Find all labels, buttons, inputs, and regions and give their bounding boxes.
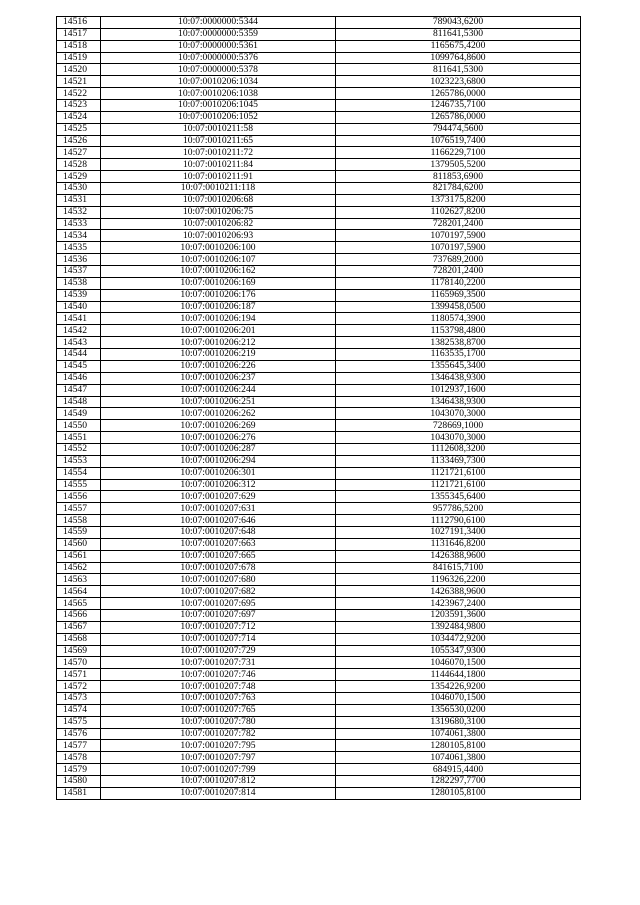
row-number-cell: 14561 — [57, 550, 101, 562]
cadastral-number-cell: 10:07:0000000:5361 — [101, 40, 336, 52]
cadastral-value-cell: 728201,2400 — [336, 218, 581, 230]
cadastral-value-cell: 1246735,7100 — [336, 100, 581, 112]
table-row — [57, 621, 581, 633]
cadastral-value-cell: 1012937,1600 — [336, 384, 581, 396]
table-row — [57, 526, 581, 538]
row-number-cell: 14544 — [57, 349, 101, 361]
table-row — [57, 254, 581, 266]
cadastral-number-cell: 10:07:0010207:795 — [101, 740, 336, 752]
cadastral-number-cell: 10:07:0010206:287 — [101, 443, 336, 455]
row-number-cell: 14543 — [57, 337, 101, 349]
row-number-cell: 14529 — [57, 171, 101, 183]
cadastral-number-cell: 10:07:0010206:276 — [101, 432, 336, 444]
cadastral-value-cell: 1034472,9200 — [336, 633, 581, 645]
row-number-cell: 14565 — [57, 598, 101, 610]
table-row — [57, 467, 581, 479]
row-number-cell: 14550 — [57, 420, 101, 432]
row-number-cell: 14527 — [57, 147, 101, 159]
row-number-cell: 14526 — [57, 135, 101, 147]
row-number-cell: 14546 — [57, 372, 101, 384]
row-number-cell: 14570 — [57, 657, 101, 669]
cadastral-number-cell: 10:07:0010207:731 — [101, 657, 336, 669]
table-row — [57, 645, 581, 657]
cadastral-number-cell: 10:07:0010207:648 — [101, 526, 336, 538]
row-number-cell: 14552 — [57, 443, 101, 455]
cadastral-number-cell: 10:07:0010211:91 — [101, 171, 336, 183]
cadastral-number-cell: 10:07:0010207:665 — [101, 550, 336, 562]
cadastral-value-cell: 1070197,5900 — [336, 242, 581, 254]
cadastral-value-cell: 1099764,8600 — [336, 52, 581, 64]
cadastral-value-cell: 1166229,7100 — [336, 147, 581, 159]
cadastral-value-cell: 794474,5600 — [336, 123, 581, 135]
table-row — [57, 455, 581, 467]
cadastral-number-cell: 10:07:0010206:201 — [101, 325, 336, 337]
cadastral-value-cell: 1178140,2200 — [336, 277, 581, 289]
cadastral-number-cell: 10:07:0010207:729 — [101, 645, 336, 657]
row-number-cell: 14542 — [57, 325, 101, 337]
cadastral-number-cell: 10:07:0010206:251 — [101, 396, 336, 408]
cadastral-number-cell: 10:07:0010206:169 — [101, 277, 336, 289]
cadastral-value-cell: 1133469,7300 — [336, 455, 581, 467]
table-row — [57, 349, 581, 361]
cadastral-value-cell: 1346438,9300 — [336, 396, 581, 408]
table-row — [57, 277, 581, 289]
table-row — [57, 289, 581, 301]
cadastral-value-cell: 1354226,9200 — [336, 681, 581, 693]
row-number-cell: 14553 — [57, 455, 101, 467]
table-row — [57, 76, 581, 88]
row-number-cell: 14581 — [57, 787, 101, 799]
cadastral-value-cell: 1023223,6800 — [336, 76, 581, 88]
row-number-cell: 14579 — [57, 764, 101, 776]
table-row — [57, 704, 581, 716]
cadastral-number-cell: 10:07:0010211:72 — [101, 147, 336, 159]
cadastral-value-cell: 1282297,7700 — [336, 776, 581, 788]
cadastral-number-cell: 10:07:0010207:799 — [101, 764, 336, 776]
row-number-cell: 14558 — [57, 515, 101, 527]
row-number-cell: 14547 — [57, 384, 101, 396]
table-row — [57, 384, 581, 396]
row-number-cell: 14569 — [57, 645, 101, 657]
row-number-cell: 14538 — [57, 277, 101, 289]
table-row — [57, 159, 581, 171]
row-number-cell: 14566 — [57, 609, 101, 621]
table-row — [57, 147, 581, 159]
cadastral-number-cell: 10:07:0010207:765 — [101, 704, 336, 716]
table-row — [57, 360, 581, 372]
cadastral-value-cell: 1319680,3100 — [336, 716, 581, 728]
table-row — [57, 776, 581, 788]
table-row — [57, 562, 581, 574]
cadastral-value-cell: 1043070,3000 — [336, 432, 581, 444]
table-row — [57, 408, 581, 420]
table-row — [57, 40, 581, 52]
cadastral-value-cell: 1131646,8200 — [336, 538, 581, 550]
cadastral-value-cell: 1074061,3800 — [336, 728, 581, 740]
row-number-cell: 14548 — [57, 396, 101, 408]
row-number-cell: 14518 — [57, 40, 101, 52]
table-row — [57, 787, 581, 799]
cadastral-value-cell: 789043,6200 — [336, 17, 581, 29]
row-number-cell: 14560 — [57, 538, 101, 550]
cadastral-value-cell: 1346438,9300 — [336, 372, 581, 384]
table-row — [57, 764, 581, 776]
table-row — [57, 550, 581, 562]
row-number-cell: 14557 — [57, 503, 101, 515]
cadastral-value-cell: 1165675,4200 — [336, 40, 581, 52]
row-number-cell: 14555 — [57, 479, 101, 491]
row-number-cell: 14533 — [57, 218, 101, 230]
table-row — [57, 432, 581, 444]
cadastral-value-cell: 1355645,3400 — [336, 360, 581, 372]
cadastral-number-cell: 10:07:0010206:1034 — [101, 76, 336, 88]
table-row — [57, 337, 581, 349]
cadastral-value-cell: 1074061,3800 — [336, 752, 581, 764]
table-row — [57, 52, 581, 64]
row-number-cell: 14567 — [57, 621, 101, 633]
table-row — [57, 479, 581, 491]
cadastral-value-cell: 811641,5300 — [336, 28, 581, 40]
cadastral-number-cell: 10:07:0010206:312 — [101, 479, 336, 491]
cadastral-number-cell: 10:07:0010211:118 — [101, 183, 336, 195]
row-number-cell: 14577 — [57, 740, 101, 752]
cadastral-value-cell: 1163535,1700 — [336, 349, 581, 361]
cadastral-number-cell: 10:07:0010207:646 — [101, 515, 336, 527]
cadastral-value-cell: 1046070,1500 — [336, 692, 581, 704]
table-row — [57, 420, 581, 432]
cadastral-value-cell: 811853,6900 — [336, 171, 581, 183]
row-number-cell: 14559 — [57, 526, 101, 538]
cadastral-value-cell: 1392484,9800 — [336, 621, 581, 633]
cadastral-value-cell: 1265786,0000 — [336, 88, 581, 100]
row-number-cell: 14580 — [57, 776, 101, 788]
cadastral-value-cell: 1112608,3200 — [336, 443, 581, 455]
cadastral-value-cell: 1165969,3500 — [336, 289, 581, 301]
row-number-cell: 14572 — [57, 681, 101, 693]
row-number-cell: 14549 — [57, 408, 101, 420]
row-number-cell: 14564 — [57, 586, 101, 598]
cadastral-number-cell: 10:07:0000000:5344 — [101, 17, 336, 29]
table-row — [57, 740, 581, 752]
row-number-cell: 14562 — [57, 562, 101, 574]
table-row — [57, 574, 581, 586]
table-row — [57, 28, 581, 40]
table-row — [57, 728, 581, 740]
cadastral-value-cell: 1076519,7400 — [336, 135, 581, 147]
table-row — [57, 301, 581, 313]
cadastral-value-cell: 821784,6200 — [336, 183, 581, 195]
table-row — [57, 266, 581, 278]
row-number-cell: 14532 — [57, 206, 101, 218]
row-number-cell: 14545 — [57, 360, 101, 372]
table-row — [57, 17, 581, 29]
cadastral-value-cell: 1153798,4800 — [336, 325, 581, 337]
row-number-cell: 14554 — [57, 467, 101, 479]
cadastral-number-cell: 10:07:0010211:84 — [101, 159, 336, 171]
table-row — [57, 123, 581, 135]
cadastral-number-cell: 10:07:0010206:194 — [101, 313, 336, 325]
cadastral-number-cell: 10:07:0010207:680 — [101, 574, 336, 586]
cadastral-number-cell: 10:07:0010207:780 — [101, 716, 336, 728]
cadastral-number-cell: 10:07:0010207:682 — [101, 586, 336, 598]
row-number-cell: 14540 — [57, 301, 101, 313]
cadastral-number-cell: 10:07:0010207:814 — [101, 787, 336, 799]
cadastral-number-cell: 10:07:0000000:5378 — [101, 64, 336, 76]
cadastral-number-cell: 10:07:0010206:237 — [101, 372, 336, 384]
row-number-cell: 14530 — [57, 183, 101, 195]
table-row — [57, 242, 581, 254]
table-row — [57, 171, 581, 183]
table-row — [57, 515, 581, 527]
row-number-cell: 14520 — [57, 64, 101, 76]
cadastral-number-cell: 10:07:0010206:212 — [101, 337, 336, 349]
row-number-cell: 14528 — [57, 159, 101, 171]
cadastral-value-cell: 1046070,1500 — [336, 657, 581, 669]
table-row — [57, 443, 581, 455]
cadastral-number-cell: 10:07:0010206:100 — [101, 242, 336, 254]
table-row — [57, 491, 581, 503]
table-row — [57, 633, 581, 645]
cadastral-number-cell: 10:07:0010207:631 — [101, 503, 336, 515]
row-number-cell: 14573 — [57, 692, 101, 704]
cadastral-value-cell: 1355345,6400 — [336, 491, 581, 503]
cadastral-number-cell: 10:07:0010207:763 — [101, 692, 336, 704]
cadastral-number-cell: 10:07:0010206:187 — [101, 301, 336, 313]
table-row — [57, 325, 581, 337]
cadastral-value-cell: 957786,5200 — [336, 503, 581, 515]
cadastral-value-cell: 1382538,8700 — [336, 337, 581, 349]
row-number-cell: 14534 — [57, 230, 101, 242]
cadastral-number-cell: 10:07:0010206:1045 — [101, 100, 336, 112]
row-number-cell: 14531 — [57, 194, 101, 206]
cadastral-number-cell: 10:07:0010206:82 — [101, 218, 336, 230]
table-row — [57, 111, 581, 123]
table-row — [57, 716, 581, 728]
row-number-cell: 14523 — [57, 100, 101, 112]
cadastral-value-cell: 728669,1000 — [336, 420, 581, 432]
row-number-cell: 14521 — [57, 76, 101, 88]
cadastral-value-cell: 1280105,8100 — [336, 787, 581, 799]
cadastral-value-cell: 1027191,3400 — [336, 526, 581, 538]
cadastral-number-cell: 10:07:0010206:176 — [101, 289, 336, 301]
row-number-cell: 14571 — [57, 669, 101, 681]
table-row — [57, 372, 581, 384]
cadastral-number-cell: 10:07:0010206:244 — [101, 384, 336, 396]
table-row — [57, 218, 581, 230]
cadastral-value-cell: 811641,5300 — [336, 64, 581, 76]
cadastral-value-cell: 1121721,6100 — [336, 479, 581, 491]
cadastral-number-cell: 10:07:0010206:162 — [101, 266, 336, 278]
cadastral-number-cell: 10:07:0010207:746 — [101, 669, 336, 681]
row-number-cell: 14541 — [57, 313, 101, 325]
cadastral-number-cell: 10:07:0010206:294 — [101, 455, 336, 467]
cadastral-number-cell: 10:07:0000000:5376 — [101, 52, 336, 64]
cadastral-number-cell: 10:07:0010207:748 — [101, 681, 336, 693]
cadastral-value-cell: 684915,4400 — [336, 764, 581, 776]
cadastral-value-cell: 1203591,3600 — [336, 609, 581, 621]
cadastral-number-cell: 10:07:0010206:269 — [101, 420, 336, 432]
cadastral-value-table — [56, 16, 581, 800]
table-row — [57, 681, 581, 693]
cadastral-value-cell: 1426388,9600 — [336, 586, 581, 598]
cadastral-number-cell: 10:07:0010211:58 — [101, 123, 336, 135]
row-number-cell: 14524 — [57, 111, 101, 123]
cadastral-number-cell: 10:07:0010206:68 — [101, 194, 336, 206]
cadastral-value-cell: 1055347,9300 — [336, 645, 581, 657]
cadastral-value-cell: 1112790,6100 — [336, 515, 581, 527]
cadastral-number-cell: 10:07:0010207:714 — [101, 633, 336, 645]
cadastral-number-cell: 10:07:0010206:107 — [101, 254, 336, 266]
table-row — [57, 313, 581, 325]
cadastral-number-cell: 10:07:0010206:262 — [101, 408, 336, 420]
row-number-cell: 14576 — [57, 728, 101, 740]
cadastral-number-cell: 10:07:0010206:75 — [101, 206, 336, 218]
row-number-cell: 14578 — [57, 752, 101, 764]
table-row — [57, 206, 581, 218]
cadastral-value-cell: 1144644,1800 — [336, 669, 581, 681]
table-row — [57, 135, 581, 147]
cadastral-value-cell: 728201,2400 — [336, 266, 581, 278]
row-number-cell: 14522 — [57, 88, 101, 100]
table-row — [57, 100, 581, 112]
cadastral-number-cell: 10:07:0010206:93 — [101, 230, 336, 242]
cadastral-number-cell: 10:07:0010206:1052 — [101, 111, 336, 123]
cadastral-value-cell: 1070197,5900 — [336, 230, 581, 242]
cadastral-number-cell: 10:07:0010207:782 — [101, 728, 336, 740]
table-row — [57, 503, 581, 515]
cadastral-number-cell: 10:07:0010207:678 — [101, 562, 336, 574]
row-number-cell: 14568 — [57, 633, 101, 645]
row-number-cell: 14556 — [57, 491, 101, 503]
table-row — [57, 692, 581, 704]
cadastral-value-cell: 1043070,3000 — [336, 408, 581, 420]
row-number-cell: 14536 — [57, 254, 101, 266]
row-number-cell: 14574 — [57, 704, 101, 716]
cadastral-number-cell: 10:07:0010207:629 — [101, 491, 336, 503]
cadastral-number-cell: 10:07:0000000:5359 — [101, 28, 336, 40]
cadastral-value-cell: 1102627,8200 — [336, 206, 581, 218]
table-row — [57, 538, 581, 550]
table-body — [57, 17, 581, 800]
cadastral-value-cell: 1399458,0500 — [336, 301, 581, 313]
row-number-cell: 14575 — [57, 716, 101, 728]
table-row — [57, 396, 581, 408]
cadastral-number-cell: 10:07:0010206:219 — [101, 349, 336, 361]
cadastral-number-cell: 10:07:0010207:812 — [101, 776, 336, 788]
table-row — [57, 586, 581, 598]
row-number-cell: 14517 — [57, 28, 101, 40]
row-number-cell: 14535 — [57, 242, 101, 254]
cadastral-value-cell: 1379505,5200 — [336, 159, 581, 171]
table-row — [57, 194, 581, 206]
table-row — [57, 183, 581, 195]
cadastral-number-cell: 10:07:0010207:695 — [101, 598, 336, 610]
row-number-cell: 14516 — [57, 17, 101, 29]
cadastral-number-cell: 10:07:0010207:712 — [101, 621, 336, 633]
row-number-cell: 14551 — [57, 432, 101, 444]
row-number-cell: 14519 — [57, 52, 101, 64]
table-row — [57, 669, 581, 681]
cadastral-value-cell: 737689,2000 — [336, 254, 581, 266]
cadastral-number-cell: 10:07:0010207:697 — [101, 609, 336, 621]
cadastral-value-cell: 1196326,2200 — [336, 574, 581, 586]
cadastral-value-cell: 1265786,0000 — [336, 111, 581, 123]
cadastral-value-cell: 1356530,0200 — [336, 704, 581, 716]
table-row — [57, 752, 581, 764]
row-number-cell: 14563 — [57, 574, 101, 586]
cadastral-number-cell: 10:07:0010206:1038 — [101, 88, 336, 100]
cadastral-value-cell: 1280105,8100 — [336, 740, 581, 752]
row-number-cell: 14525 — [57, 123, 101, 135]
cadastral-number-cell: 10:07:0010206:301 — [101, 467, 336, 479]
row-number-cell: 14537 — [57, 266, 101, 278]
cadastral-number-cell: 10:07:0010207:797 — [101, 752, 336, 764]
table-row — [57, 609, 581, 621]
table-row — [57, 64, 581, 76]
cadastral-number-cell: 10:07:0010211:65 — [101, 135, 336, 147]
row-number-cell: 14539 — [57, 289, 101, 301]
cadastral-value-cell: 1423967,2400 — [336, 598, 581, 610]
table-row — [57, 230, 581, 242]
table-row — [57, 88, 581, 100]
table-row — [57, 657, 581, 669]
cadastral-value-cell: 1426388,9600 — [336, 550, 581, 562]
cadastral-value-cell: 1373175,8200 — [336, 194, 581, 206]
cadastral-value-cell: 1121721,6100 — [336, 467, 581, 479]
table-row — [57, 598, 581, 610]
cadastral-value-cell: 1180574,3900 — [336, 313, 581, 325]
cadastral-number-cell: 10:07:0010206:226 — [101, 360, 336, 372]
cadastral-value-cell: 841615,7100 — [336, 562, 581, 574]
cadastral-number-cell: 10:07:0010207:663 — [101, 538, 336, 550]
